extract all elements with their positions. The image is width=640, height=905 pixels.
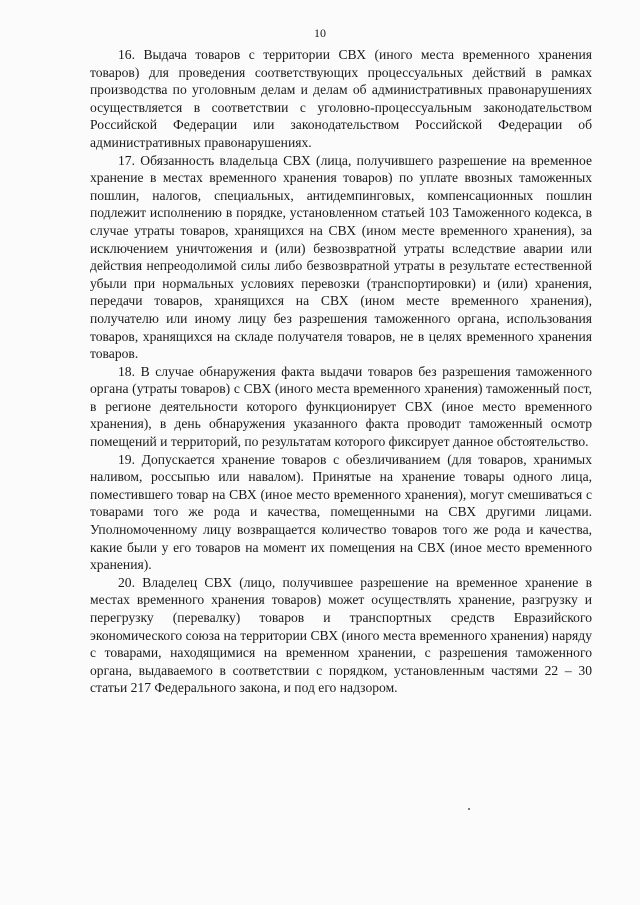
paragraph-18: 18. В случае обнаружения факта выдачи товаров без разрешения таможенного органа (утраты товаров) с СВХ (иного места временного хранения) таможенный пост, в регионе деятельности которого функционирует СВХ (иное место временного хранения), в день обнаружения указанного факта проводит таможенный осмотр помещений и территорий, по результатам которого фиксирует данное обстоятельство.	[90, 363, 592, 450]
paragraph-20: 20. Владелец СВХ (лицо, получившее разрешение на временное хранение в местах временного хранения товаров) может осуществлять хранение, разгрузку и перегрузку (перевалку) товаров и транспортных средств Евразийского экономического союза на территории СВХ (иного места временного хранения) наряду с товарами, находящимися на временном хранении, с разрешения таможенного органа, выдаваемого в соответствии с порядком, установленным частями 22 – 30 статьи 217 Федерального закона, и под его надзором.	[90, 574, 592, 696]
document-body	[90, 46, 592, 697]
scan-speck	[468, 808, 470, 810]
page-number: 10	[314, 26, 326, 40]
paragraph-19: 19. Допускается хранение товаров с обезличиванием (для товаров, хранимых наливом, россыпью или навалом). Принятые на хранение товары одного лица, поместившего товар на СВХ (иное место временного хранения), могут смешиваться с товарами того же рода и качества, помещенными на СВХ другими лицами. Уполномоченному лицу возвращается количество товаров того же рода и качества, какие были у его товаров на момент их помещения на СВХ (иное место временного хранения).	[90, 451, 592, 573]
paragraph-16: 16. Выдача товаров с территории СВХ (иного места временного хранения товаров) для проведения соответствующих процессуальных действий в рамках производства по уголовным делам и делам об административных правонарушениях осуществляется в соответствии с уголовно-процессуальным законодательством Российской Федерации или законодательством Российской Федерации об административных правонарушениях.	[90, 47, 592, 150]
paragraph-17: 17. Обязанность владельца СВХ (лица, получившего разрешение на временное хранение в местах временного хранения товаров) по уплате ввозных таможенных пошлин, налогов, специальных, антидемпинговых, компенсационных пошлин подлежит исполнению в порядке, установленном статьей 103 Таможенного кодекса, в случае утраты товаров, хранящихся на СВХ (ином месте временного хранения), за исключением уничтожения и (или) безвозвратной утраты вследствие аварии или действия непреодолимой силы либо безвозвратной утраты в результате естественной убыли при нормальных условиях перевозки (транспортировки) и (или) хранения, передачи товаров, хранящихся на СВХ (ином месте временного хранения), получателю или иному лицу без разрешения таможенного органа, использования товаров, хранящихся на складе получателя товаров, не в целях временного хранения товаров.	[90, 152, 592, 362]
